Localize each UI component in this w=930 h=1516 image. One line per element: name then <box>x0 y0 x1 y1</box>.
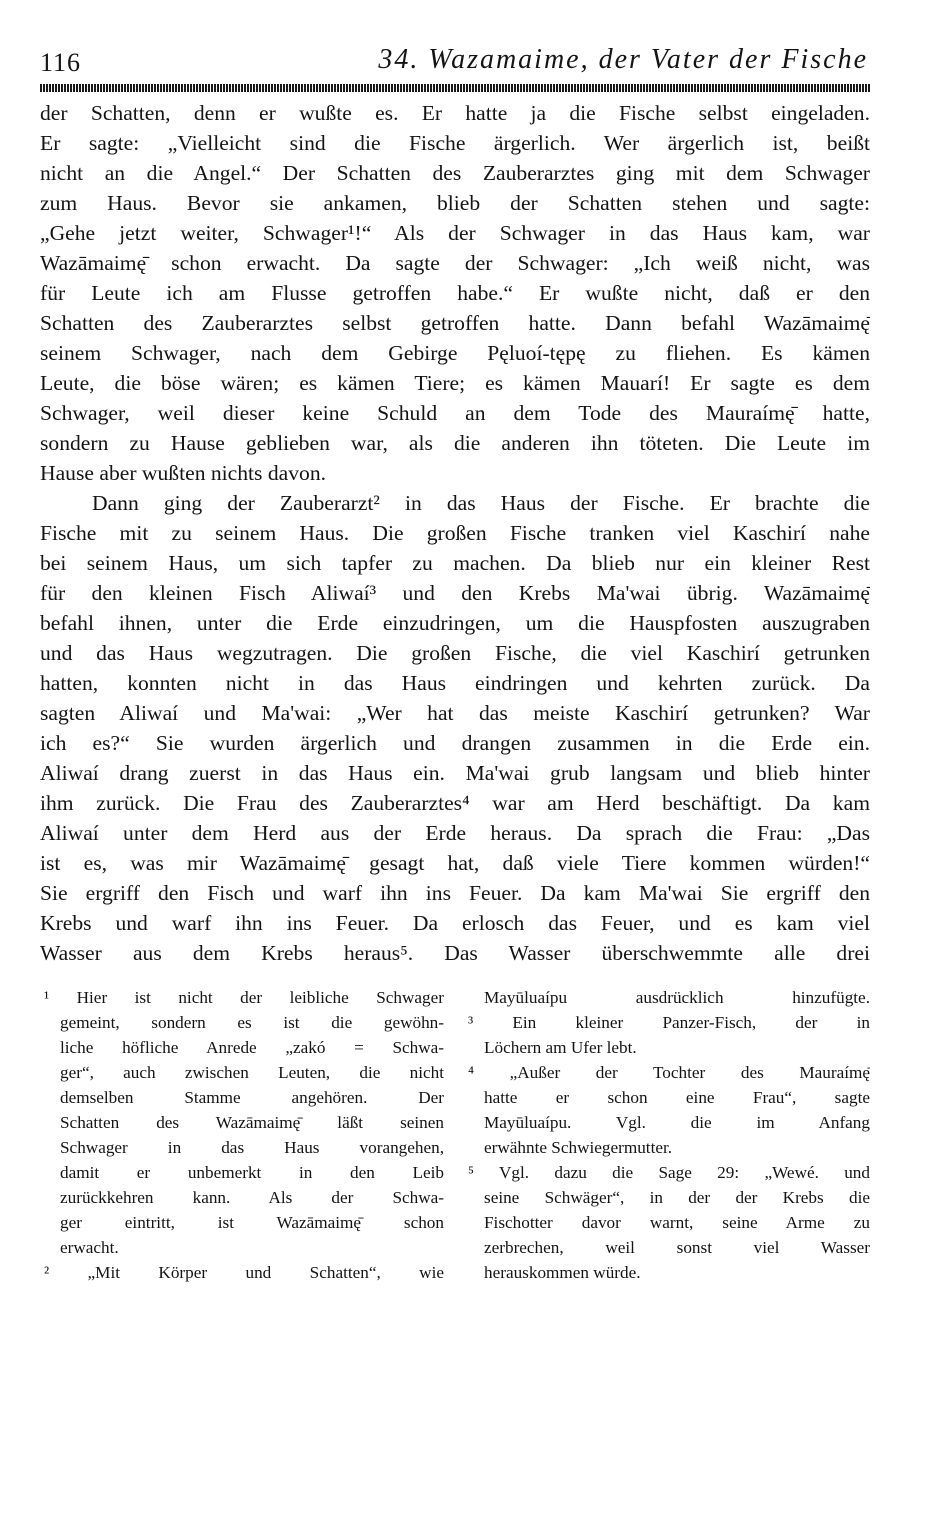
text-line: Krebs und warf ihn ins Feuer. Da erlosch das Feuer, und es kam viel <box>40 911 870 935</box>
footnote-line: demselben Stamme angehören. Der <box>60 1088 444 1107</box>
text-line: Fische mit zu seinem Haus. Die großen Fische tranken viel Kaschirí nahe <box>40 521 870 545</box>
text-line: Aliwaí unter dem Herd aus der Erde heraus. Da sprach die Frau: „Das <box>40 821 870 845</box>
footnote-line: ⁵ Vgl. dazu die Sage 29: „Wewé. und <box>468 1163 870 1182</box>
text-line: zum Haus. Bevor sie ankamen, blieb der Schatten stehen und sagte: <box>40 191 870 215</box>
text-line: ich es?“ Sie wurden ärgerlich und drangen zusammen in die Erde ein. <box>40 731 870 755</box>
text-line: Wazāmaimę̄ schon erwacht. Da sagte der Schwager: „Ich weiß nicht, was <box>40 251 870 275</box>
text-line: seinem Schwager, nach dem Gebirge Pęluoí-tępę zu fliehen. Es kämen <box>40 341 870 365</box>
text-line: Er sagte: „Vielleicht sind die Fische ärgerlich. Wer ärgerlich ist, beißt <box>40 131 870 155</box>
text-line: ist es, was mir Wazāmaimę̄ gesagt hat, daß viele Tiere kommen würden!“ <box>40 851 870 875</box>
page-number: 116 <box>40 48 82 77</box>
footnote-line: herauskommen würde. <box>484 1263 641 1282</box>
page-header <box>40 46 870 80</box>
text-line: Leute, die böse wären; es kämen Tiere; es kämen Mauarí! Er sagte es dem <box>40 371 870 395</box>
text-line: befahl ihnen, unter die Erde einzudringen, um die Hauspfosten auszugraben <box>40 611 870 635</box>
footnote-line: damit er unbemerkt in den Leib <box>60 1163 444 1182</box>
text-line: Hause aber wußten nichts davon. <box>40 461 327 485</box>
text-line: Sie ergriff den Fisch und warf ihn ins Feuer. Da kam Ma'wai Sie ergriff den <box>40 881 870 905</box>
text-line: hatten, konnten nicht in das Haus eindringen und kehrten zurück. Da <box>40 671 870 695</box>
text-line: Aliwaí drang zuerst in das Haus ein. Ma'wai grub langsam und blieb hinter <box>40 761 870 785</box>
footnote-line: Schatten des Wazāmaimę̄ läßt seinen <box>60 1113 444 1132</box>
footnote-line: ³ Ein kleiner Panzer-Fisch, der in <box>468 1013 870 1032</box>
footnote-line: Mayūluaípu. Vgl. die im Anfang <box>484 1113 870 1132</box>
footnote-line: liche höfliche Anrede „zakó = Schwa- <box>60 1038 444 1057</box>
footnotes-left-column <box>44 985 444 1285</box>
text-line: für den kleinen Fisch Aliwaí³ und den Krebs Ma'wai übrig. Wazāmaimę̄ <box>40 581 870 605</box>
text-line: Wasser aus dem Krebs heraus⁵. Das Wasser überschwemmte alle drei <box>40 941 870 965</box>
main-text <box>40 98 870 968</box>
footnote-line: ² „Mit Körper und Schatten“, wie <box>44 1263 444 1282</box>
running-title: 34. Wazamaime, der Vater der Fische <box>378 44 868 75</box>
text-line: sondern zu Hause geblieben war, als die anderen ihn töteten. Die Leute im <box>40 431 870 455</box>
text-line: sagten Aliwaí und Ma'wai: „Wer hat das meiste Kaschirí getrunken? War <box>40 701 870 725</box>
text-line: und das Haus wegzutragen. Die großen Fische, die viel Kaschirí getrunken <box>40 641 870 665</box>
footnote-line: Löchern am Ufer lebt. <box>484 1038 637 1057</box>
footnote-line: Mayūluaípu ausdrücklich hinzufügte. <box>484 988 870 1007</box>
text-line: der Schatten, denn er wußte es. Er hatte ja die Fische selbst eingeladen. <box>40 101 870 125</box>
text-line: nicht an die Angel.“ Der Schatten des Zauberarztes ging mit dem Schwager <box>40 161 870 185</box>
footnote-line: zerbrechen, weil sonst viel Wasser <box>484 1238 870 1257</box>
header-rule <box>40 84 870 92</box>
footnote-line: zurückkehren kann. Als der Schwa- <box>60 1188 444 1207</box>
footnote-line: Schwager in das Haus vorangehen, <box>60 1138 444 1157</box>
text-line: „Gehe jetzt weiter, Schwager¹!“ Als der Schwager in das Haus kam, war <box>40 221 870 245</box>
footnote-line: seine Schwäger“, in der der Krebs die <box>484 1188 870 1207</box>
footnote-line: ger eintritt, ist Wazāmaimę̄ schon <box>60 1213 444 1232</box>
text-line: Schatten des Zauberarztes selbst getroffen hatte. Dann befahl Wazāmaimę̄ <box>40 311 870 335</box>
text-line: für Leute ich am Flusse getroffen habe.“ Er wußte nicht, daß er den <box>40 281 870 305</box>
footnote-line: ¹ Hier ist nicht der leibliche Schwager <box>44 988 444 1007</box>
footnote-line: ⁴ „Außer der Tochter des Mauraímę̄ <box>468 1063 870 1082</box>
text-line: bei seinem Haus, um sich tapfer zu machen. Da blieb nur ein kleiner Rest <box>40 551 870 575</box>
footnote-line: gemeint, sondern es ist die gewöhn- <box>60 1013 444 1032</box>
text-line: ihm zurück. Die Frau des Zauberarztes⁴ war am Herd beschäftigt. Da kam <box>40 791 870 815</box>
footnote-line: ger“, auch zwischen Leuten, die nicht <box>60 1063 444 1082</box>
footnotes-right-column <box>468 985 870 1285</box>
footnote-line: Fischotter davor warnt, seine Arme zu <box>484 1213 870 1232</box>
footnote-line: hatte er schon eine Frau“, sagte <box>484 1088 870 1107</box>
footnote-line: erwähnte Schwiegermutter. <box>484 1138 673 1157</box>
text-line: Schwager, weil dieser keine Schuld an dem Tode des Mauraímę̄ hatte, <box>40 401 870 425</box>
text-line: Dann ging der Zauberarzt² in das Haus der Fische. Er brachte die <box>92 491 870 515</box>
footnote-line: erwacht. <box>60 1238 119 1257</box>
